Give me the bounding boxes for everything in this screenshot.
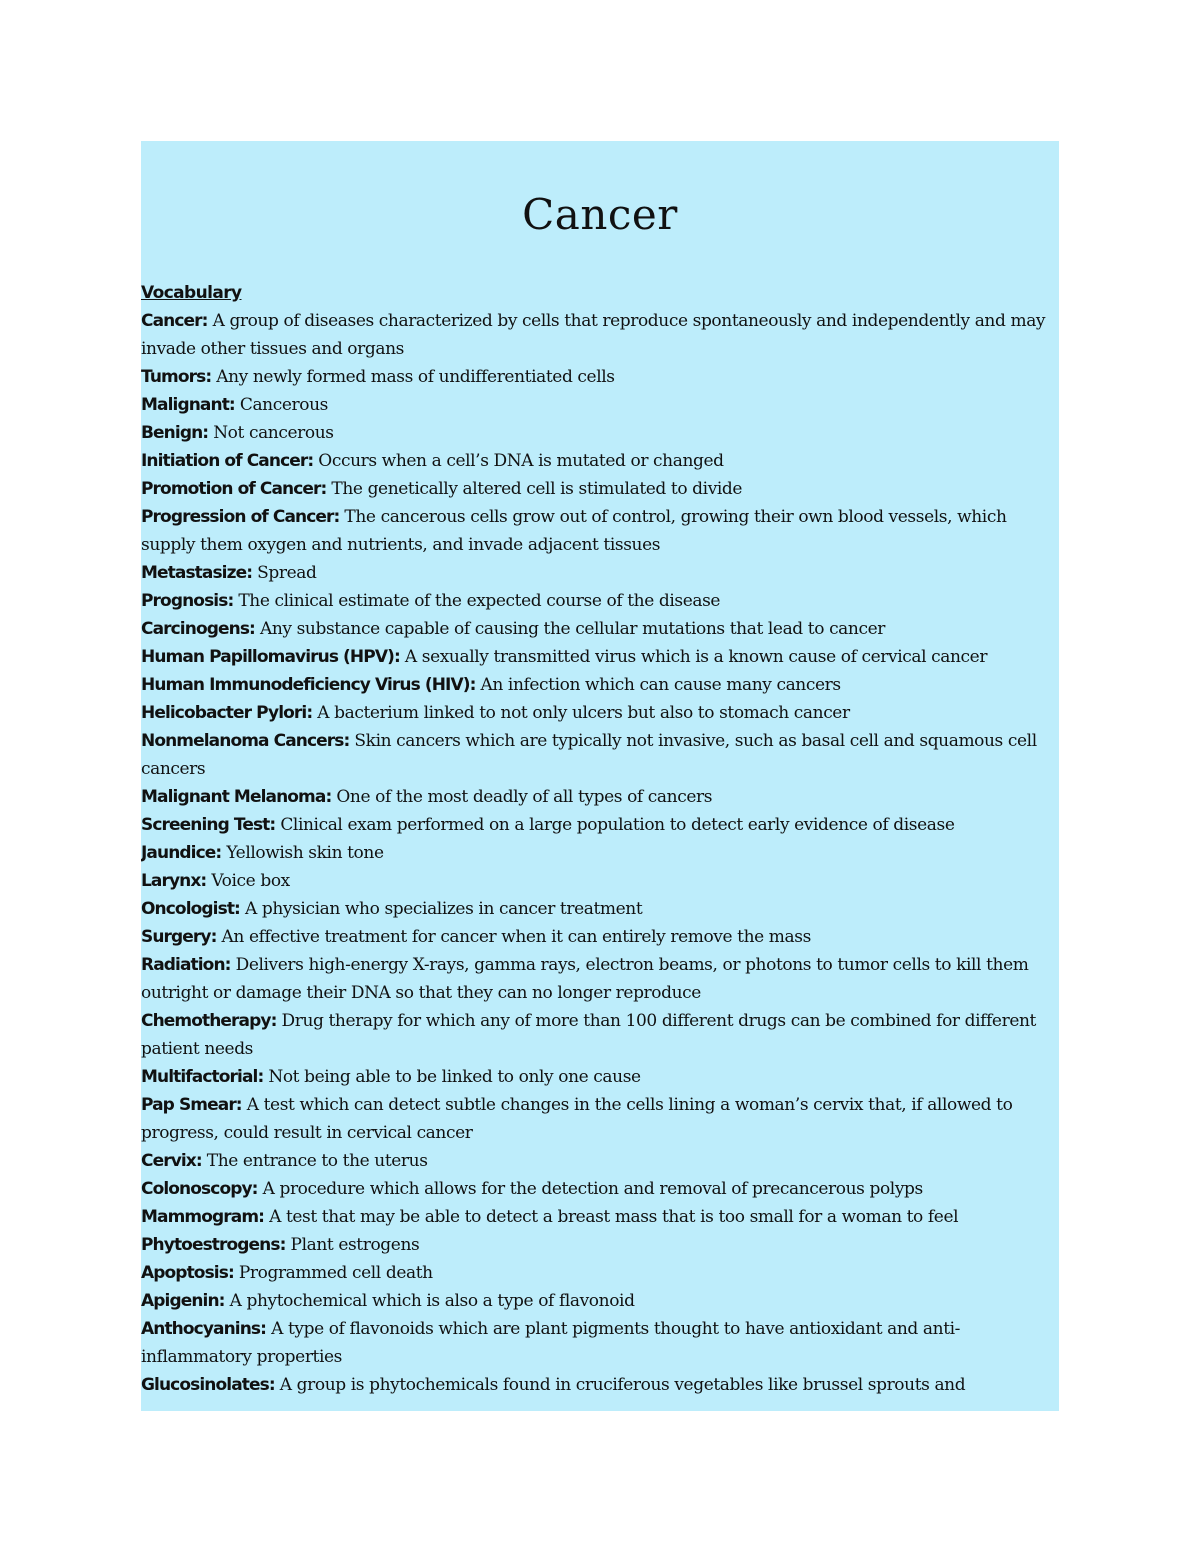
- vocabulary-definition: A bacterium linked to not only ulcers but also to stomach cancer: [317, 703, 850, 723]
- document-sheet: [141, 141, 1059, 1411]
- vocabulary-entry: [141, 643, 1059, 671]
- vocabulary-term: Multifactorial:: [141, 1067, 264, 1087]
- vocabulary-definition: Not being able to be linked to only one cause: [268, 1067, 641, 1087]
- vocabulary-entry: [141, 895, 1059, 923]
- vocabulary-entry: [141, 1287, 1059, 1315]
- vocabulary-definition: Any newly formed mass of undifferentiated cells: [216, 367, 615, 387]
- document-title: Cancer: [522, 190, 678, 239]
- vocabulary-definition: Skin cancers which are typically not invasive, such as basal cell and squamous cell cancers: [141, 731, 1037, 779]
- vocabulary-definition: A phytochemical which is also a type of flavonoid: [229, 1291, 635, 1311]
- vocabulary-definition: A test which can detect subtle changes in the cells lining a woman’s cervix that, if allowed to progress, could result in cervical cancer: [141, 1095, 1013, 1143]
- vocabulary-term: Malignant Melanoma:: [141, 787, 332, 807]
- vocabulary-definition: Clinical exam performed on a large population to detect early evidence of disease: [280, 815, 955, 835]
- vocabulary-term: Metastasize:: [141, 563, 253, 583]
- vocabulary-entry: [141, 1259, 1059, 1287]
- vocabulary-definition: A procedure which allows for the detection and removal of precancerous polyps: [262, 1179, 923, 1199]
- vocabulary-term: Phytoestrogens:: [141, 1235, 286, 1255]
- vocabulary-term: Radiation:: [141, 955, 231, 975]
- vocabulary-term: Prognosis:: [141, 591, 234, 611]
- vocabulary-entry: [141, 1063, 1059, 1091]
- vocabulary-definition: A test that may be able to detect a breast mass that is too small for a woman to feel: [269, 1207, 959, 1227]
- vocabulary-entry: [141, 867, 1059, 895]
- vocabulary-term: Glucosinolates:: [141, 1375, 275, 1395]
- vocabulary-definition: Delivers high-energy X-rays, gamma rays, electron beams, or photons to tumor cells to kill them outright or damage their DNA so that they can no longer reproduce: [141, 955, 1029, 1003]
- vocabulary-entry: [141, 1371, 1059, 1399]
- vocabulary-term: Benign:: [141, 423, 209, 443]
- vocabulary-entry: [141, 419, 1059, 447]
- vocabulary-definition: Plant estrogens: [290, 1235, 420, 1255]
- vocabulary-term: Initiation of Cancer:: [141, 451, 314, 471]
- vocabulary-term: Progression of Cancer:: [141, 507, 340, 527]
- vocabulary-entry: [141, 391, 1059, 419]
- vocabulary-entry: [141, 587, 1059, 615]
- vocabulary-list: [141, 307, 1059, 1399]
- vocabulary-definition: A sexually transmitted virus which is a known cause of cervical cancer: [404, 647, 988, 667]
- vocabulary-term: Apigenin:: [141, 1291, 225, 1311]
- vocabulary-definition: The entrance to the uterus: [206, 1151, 428, 1171]
- vocabulary-definition: A physician who specializes in cancer treatment: [244, 899, 643, 919]
- vocabulary-term: Human Papillomavirus (HPV):: [141, 647, 400, 667]
- vocabulary-entry: [141, 363, 1059, 391]
- vocabulary-entry: [141, 839, 1059, 867]
- vocabulary-definition: One of the most deadly of all types of cancers: [336, 787, 713, 807]
- vocabulary-entry: [141, 615, 1059, 643]
- vocabulary-entry: [141, 1315, 1059, 1371]
- vocabulary-term: Human Immunodeficiency Virus (HIV):: [141, 675, 476, 695]
- vocabulary-definition: Spread: [257, 563, 317, 583]
- vocabulary-term: Anthocyanins:: [141, 1319, 267, 1339]
- vocabulary-definition: Any substance capable of causing the cellular mutations that lead to cancer: [259, 619, 885, 639]
- vocabulary-definition: A group of diseases characterized by cells that reproduce spontaneously and independently and may invade other tissues and organs: [141, 311, 1046, 359]
- vocabulary-definition: Occurs when a cell’s DNA is mutated or changed: [318, 451, 724, 471]
- section-heading-vocabulary: Vocabulary: [141, 283, 242, 303]
- vocabulary-term: Surgery:: [141, 927, 217, 947]
- vocabulary-term: Chemotherapy:: [141, 1011, 277, 1031]
- vocabulary-term: Cancer:: [141, 311, 208, 331]
- vocabulary-entry: [141, 811, 1059, 839]
- vocabulary-definition: Cancerous: [239, 395, 328, 415]
- vocabulary-term: Screening Test:: [141, 815, 276, 835]
- vocabulary-entry: [141, 951, 1059, 1007]
- vocabulary-term: Nonmelanoma Cancers:: [141, 731, 350, 751]
- vocabulary-definition: The cancerous cells grow out of control, growing their own blood vessels, which supply them oxygen and nutrients, and invade adjacent tissues: [141, 507, 1007, 555]
- vocabulary-entry: [141, 1147, 1059, 1175]
- vocabulary-entry: [141, 1231, 1059, 1259]
- vocabulary-definition: The clinical estimate of the expected course of the disease: [238, 591, 721, 611]
- vocabulary-entry: [141, 503, 1059, 559]
- vocabulary-term: Mammogram:: [141, 1207, 265, 1227]
- vocabulary-entry: [141, 923, 1059, 951]
- vocabulary-term: Cervix:: [141, 1151, 202, 1171]
- vocabulary-term: Pap Smear:: [141, 1095, 242, 1115]
- vocabulary-entry: [141, 1007, 1059, 1063]
- vocabulary-term: Oncologist:: [141, 899, 240, 919]
- vocabulary-definition: Yellowish skin tone: [226, 843, 384, 863]
- vocabulary-term: Malignant:: [141, 395, 235, 415]
- vocabulary-entry: [141, 475, 1059, 503]
- vocabulary-term: Larynx:: [141, 871, 207, 891]
- vocabulary-entry: [141, 1175, 1059, 1203]
- vocabulary-entry: [141, 783, 1059, 811]
- vocabulary-definition: The genetically altered cell is stimulated to divide: [331, 479, 743, 499]
- vocabulary-definition: A type of flavonoids which are plant pigments thought to have antioxidant and anti-inflammatory properties: [141, 1319, 961, 1367]
- vocabulary-entry: [141, 699, 1059, 727]
- vocabulary-term: Helicobacter Pylori:: [141, 703, 313, 723]
- vocabulary-entry: [141, 727, 1059, 783]
- vocabulary-entry: [141, 559, 1059, 587]
- vocabulary-term: Jaundice:: [141, 843, 222, 863]
- vocabulary-definition: Programmed cell death: [238, 1263, 433, 1283]
- vocabulary-definition: A group is phytochemicals found in cruciferous vegetables like brussel sprouts and: [279, 1375, 966, 1395]
- vocabulary-entry: [141, 1091, 1059, 1147]
- vocabulary-entry: [141, 307, 1059, 363]
- vocabulary-term: Apoptosis:: [141, 1263, 234, 1283]
- vocabulary-definition: An infection which can cause many cancers: [480, 675, 841, 695]
- vocabulary-entry: [141, 447, 1059, 475]
- vocabulary-definition: An effective treatment for cancer when it can entirely remove the mass: [221, 927, 811, 947]
- vocabulary-definition: Not cancerous: [213, 423, 334, 443]
- vocabulary-entry: [141, 1203, 1059, 1231]
- vocabulary-definition: Voice box: [211, 871, 290, 891]
- vocabulary-term: Tumors:: [141, 367, 212, 387]
- vocabulary-term: Promotion of Cancer:: [141, 479, 327, 499]
- vocabulary-term: Carcinogens:: [141, 619, 255, 639]
- vocabulary-definition: Drug therapy for which any of more than 100 different drugs can be combined for different patient needs: [141, 1011, 1036, 1059]
- vocabulary-term: Colonoscopy:: [141, 1179, 258, 1199]
- vocabulary-entry: [141, 671, 1059, 699]
